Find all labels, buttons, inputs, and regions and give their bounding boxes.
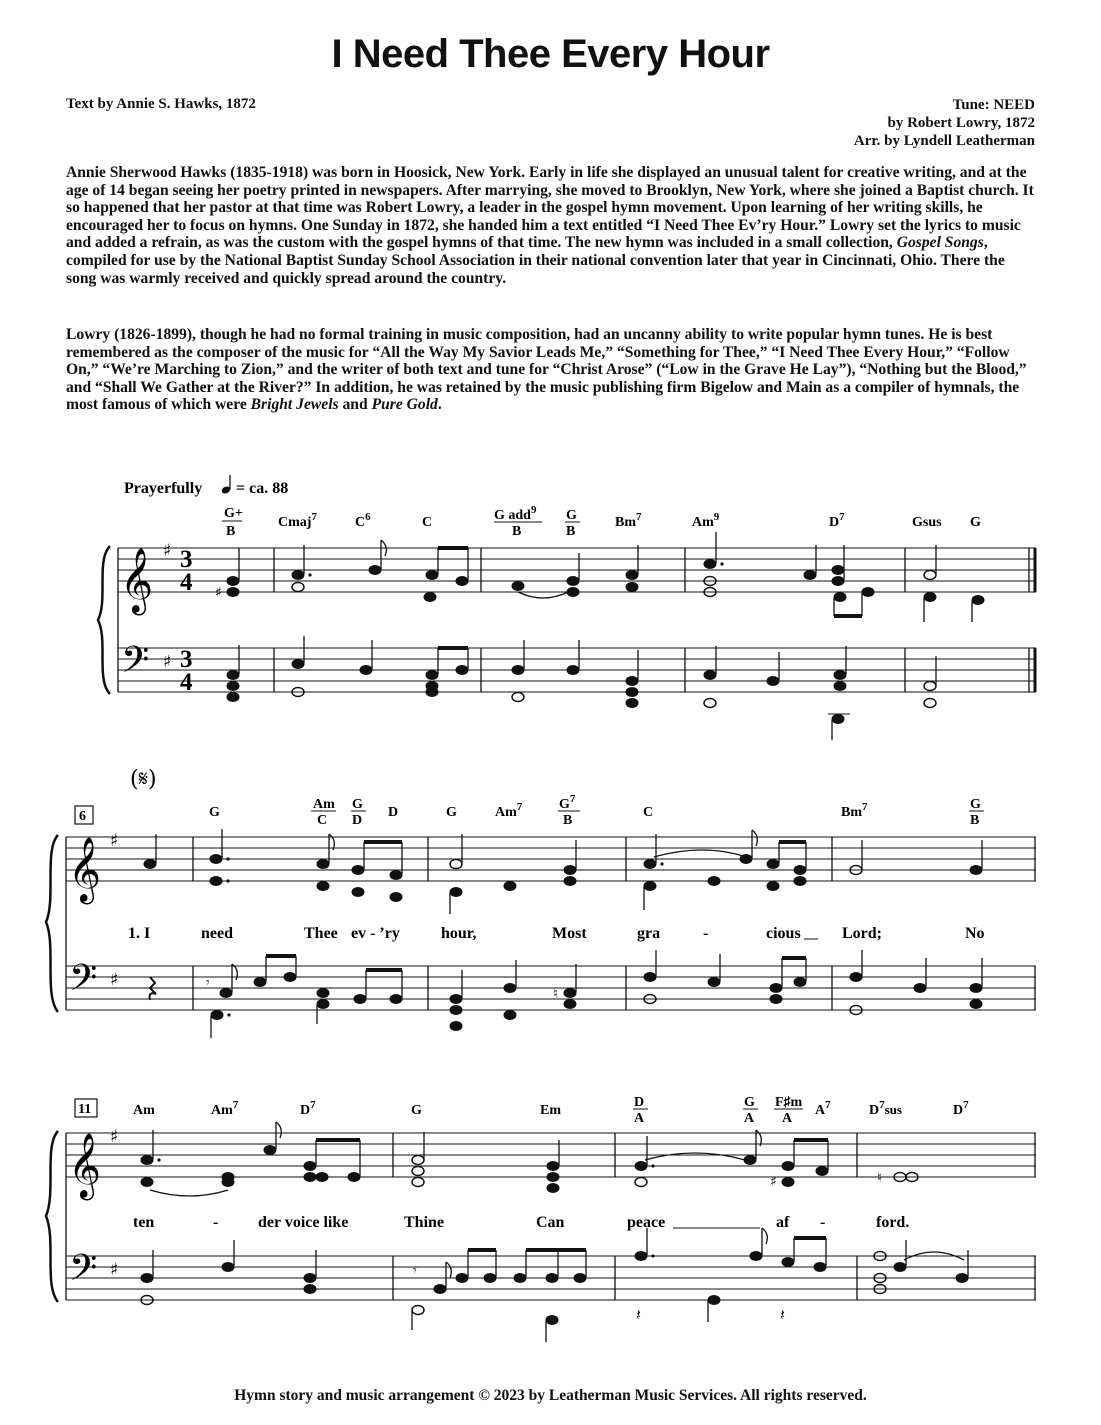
note — [292, 583, 304, 592]
lyric-syllable: Lord; — [842, 925, 882, 942]
chord-symbol: G — [566, 508, 577, 523]
key-sharp-icon: ♯ — [110, 1127, 119, 1147]
lyric-syllable: - — [703, 925, 709, 942]
chord-symbol: G add$^9$ — [494, 504, 537, 523]
lyric-syllable: Most — [552, 925, 587, 942]
lyric-syllable: cious — [766, 925, 801, 942]
system-3 — [46, 1095, 1036, 1342]
chord-symbol: B — [563, 813, 573, 828]
chord-symbols-1 — [222, 504, 981, 539]
time-signature-bass — [180, 646, 193, 696]
tempo-text: Prayerfully — [124, 480, 203, 497]
chord-symbol: $A^7$ — [815, 1099, 831, 1118]
svg-text:𝄽: 𝄽 — [636, 1305, 641, 1324]
lyric-syllable: ev - ’ry — [351, 925, 400, 942]
treble-clef-icon: 𝄞 — [120, 548, 154, 613]
key-sharp-icon: ♯ — [110, 831, 119, 851]
copyright-footer: Hymn story and music arrangement © 2023 by Leatherman Music Services. All rights reserved. — [234, 1387, 867, 1404]
system-1 — [98, 504, 1036, 740]
chord-symbol: $D^7$ — [953, 1099, 969, 1118]
chord-symbol: D — [388, 805, 399, 820]
chord-symbol: Bm$^7$ — [841, 801, 868, 820]
treble-clef-icon: 𝄞 — [68, 837, 102, 902]
measure-number: 11 — [78, 1102, 92, 1117]
lyric-syllable: peace — [627, 1214, 666, 1231]
chord-symbol: Am$^9$ — [692, 511, 720, 530]
lyric-syllable: af — [776, 1214, 790, 1231]
chord-symbol: Am$^7$ — [211, 1099, 239, 1118]
chord-symbols-2 — [209, 793, 984, 828]
svg-text:𝄽: 𝄽 — [780, 1305, 785, 1324]
chord-symbol: G — [970, 797, 981, 812]
book-title-pure-gold: Pure Gold — [371, 396, 438, 414]
book-title-gospel-songs: Gospel Songs — [896, 234, 984, 252]
svg-text:3: 3 — [180, 646, 193, 673]
key-sharp-icon: ♯ — [163, 541, 172, 561]
treble-notes-1 — [215, 532, 984, 622]
chord-symbol: B — [512, 524, 522, 539]
text-credit: Text by Annie S. Hawks, 1872 — [66, 96, 256, 112]
bass-notes-1 — [227, 636, 936, 740]
brace-icon — [46, 1131, 58, 1302]
brace-icon — [98, 546, 110, 694]
chord-symbol: $D^7$ — [300, 1099, 316, 1118]
svg-text:♯: ♯ — [770, 1174, 777, 1190]
key-sharp-icon: ♯ — [110, 970, 119, 990]
chord-symbol: G — [446, 805, 457, 820]
chord-symbol: C — [643, 805, 654, 820]
chord-symbol: A — [744, 1111, 755, 1126]
chord-symbol: B — [566, 524, 576, 539]
treble-staff-1 — [118, 548, 1036, 592]
svg-text:♮: ♮ — [553, 986, 559, 1002]
book-title-bright-jewels: Bright Jewels — [250, 396, 339, 414]
chord-symbol: D — [352, 813, 363, 828]
svg-text:3: 3 — [180, 546, 193, 573]
tempo-value: = ca. 88 — [236, 480, 289, 497]
chord-symbols-3 — [133, 1095, 969, 1126]
bass-clef-icon: 𝄢 — [69, 957, 98, 1008]
treble-clef-icon: 𝄞 — [68, 1133, 102, 1198]
bass-clef-icon: 𝄢 — [69, 1247, 98, 1298]
barlines-2 — [66, 837, 1035, 1010]
lyric-syllable: ford. — [876, 1214, 910, 1231]
page-title: I Need Thee Every Hour — [331, 32, 770, 76]
lyrics-line-2 — [133, 1214, 909, 1231]
bass-staff-2 — [66, 966, 1036, 1010]
chord-symbol: Am — [313, 797, 335, 812]
svg-text:♮: ♮ — [877, 1170, 883, 1186]
chord-symbol: A — [634, 1111, 645, 1126]
lyric-syllable: ten — [133, 1214, 155, 1231]
segno-icon: (𝄋) — [130, 767, 157, 792]
chord-symbol: D — [634, 1095, 645, 1110]
treble-notes-2 — [144, 829, 982, 914]
lyric-syllable: Thee — [304, 925, 338, 942]
svg-text:4: 4 — [180, 669, 193, 696]
lyric-syllable: - — [820, 1214, 826, 1231]
svg-text:𝄾: 𝄾 — [413, 1263, 417, 1279]
quarter-note-icon — [221, 475, 232, 495]
bass-clef-icon: 𝄢 — [121, 639, 150, 690]
tune-name: Tune: NEED — [952, 97, 1035, 113]
chord-symbol: G — [970, 515, 981, 530]
note — [227, 588, 239, 597]
chord-symbol: $C^6$ — [355, 511, 371, 530]
lyric-syllable: - — [213, 1214, 219, 1231]
chord-symbol: B — [226, 524, 236, 539]
chord-symbol: $D^7sus$ — [869, 1099, 902, 1118]
chord-symbol: B — [970, 813, 980, 828]
lyric-syllable: hour, — [441, 925, 477, 942]
lyrics-line-1 — [128, 925, 985, 942]
chord-symbol: G — [411, 1103, 422, 1118]
chord-symbol: G — [744, 1095, 755, 1110]
measure-number: 6 — [79, 809, 86, 824]
chord-symbol: C — [422, 515, 433, 530]
bass-notes-3 — [141, 1228, 968, 1342]
lyric-syllable: need — [201, 925, 233, 942]
chord-symbol: G — [352, 797, 363, 812]
note — [227, 577, 239, 586]
lyric-syllable: gra — [637, 925, 661, 942]
story-paragraph-1: Annie Sherwood Hawks (1835-1918) was born in Hoosick, New York. Early in life she displayed an unusual talent for creative writing, and at the age of 14 began seeing her poetry printed in newspapers. After marrying, she moved to Brooklyn, New York, where she joined a Baptist church. It so happened that her pastor at that time was Robert Lowry, a leader in the gospel hymn movement. Upon learning of her writing skills, he encouraged her to focus on hymns. One Sunday in 1872, she handed him a text entitled “I Need Thee Ev’ry Hour.” Lowry set the lyrics to music and added a refrain, as was the custom with the gospel hymns of that time. The new hymn was included in a small collection, Gospel Songs, compiled for use by the National Baptist Sunday School Association in their national convention later that year in Cincinnati, Ohio. There the song was warmly received and quickly spread around the country. — [66, 164, 1034, 287]
lyric-syllable: Thine — [404, 1214, 445, 1231]
note — [292, 571, 304, 580]
chord-symbol: Cmaj$^7$ — [278, 511, 317, 530]
lyric-syllable: der voice like — [258, 1214, 349, 1231]
key-sharp-icon: ♯ — [163, 652, 172, 672]
chord-symbol: G+ — [224, 506, 243, 521]
chord-symbol: Gsus — [912, 515, 942, 530]
chord-symbol: G — [209, 805, 220, 820]
lyric-syllable: Can — [536, 1214, 565, 1231]
chord-symbol: Am$^7$ — [495, 801, 523, 820]
arranger: Arr. by Lyndell Leatherman — [853, 133, 1035, 149]
note — [369, 566, 381, 575]
svg-text:4: 4 — [180, 569, 193, 596]
chord-symbol: F♯m — [775, 1095, 803, 1110]
story-paragraph-2: Lowry (1826-1899), though he had no formal training in music composition, had an uncanny ability to write popular hymn tunes. He is best remembered as the composer of the music for “All the Way My Savior Leads Me,” “Something for Thee,” “I Need Thee Every Hour,” “Follow On,” “We’re Marching to Zion,” and the writer of both text and tune for “Christ Arose” (“Low in the Grave He Lay”), “Nothing but the Blood,” and “Shall We Gather at the River?” In addition, he was retained by the music publishing firm Bigelow and Main as a compiler of hymnals, the most famous of which were Bright Jewels and Pure Gold. — [66, 326, 1027, 414]
chord-symbol: $G^7$ — [559, 793, 576, 812]
chord-symbol: A — [782, 1111, 793, 1126]
chord-symbol: Bm$^7$ — [615, 511, 642, 530]
chord-symbol: C — [317, 813, 328, 828]
time-signature-treble — [180, 546, 193, 596]
svg-text:♯: ♯ — [215, 585, 222, 601]
chord-symbol: Am — [133, 1103, 155, 1118]
svg-text:𝄾: 𝄾 — [206, 975, 210, 991]
tune-composer: by Robert Lowry, 1872 — [887, 115, 1035, 131]
system-2 — [46, 767, 1036, 1038]
brace-icon — [46, 835, 58, 1012]
key-sharp-icon: ♯ — [110, 1260, 119, 1280]
chord-symbol: Em — [540, 1103, 561, 1118]
bass-notes-2 — [150, 950, 982, 1038]
lyric-syllable: 1. I — [128, 925, 151, 942]
chord-symbol: $D^7$ — [829, 511, 845, 530]
lyric-syllable: No — [965, 925, 985, 942]
